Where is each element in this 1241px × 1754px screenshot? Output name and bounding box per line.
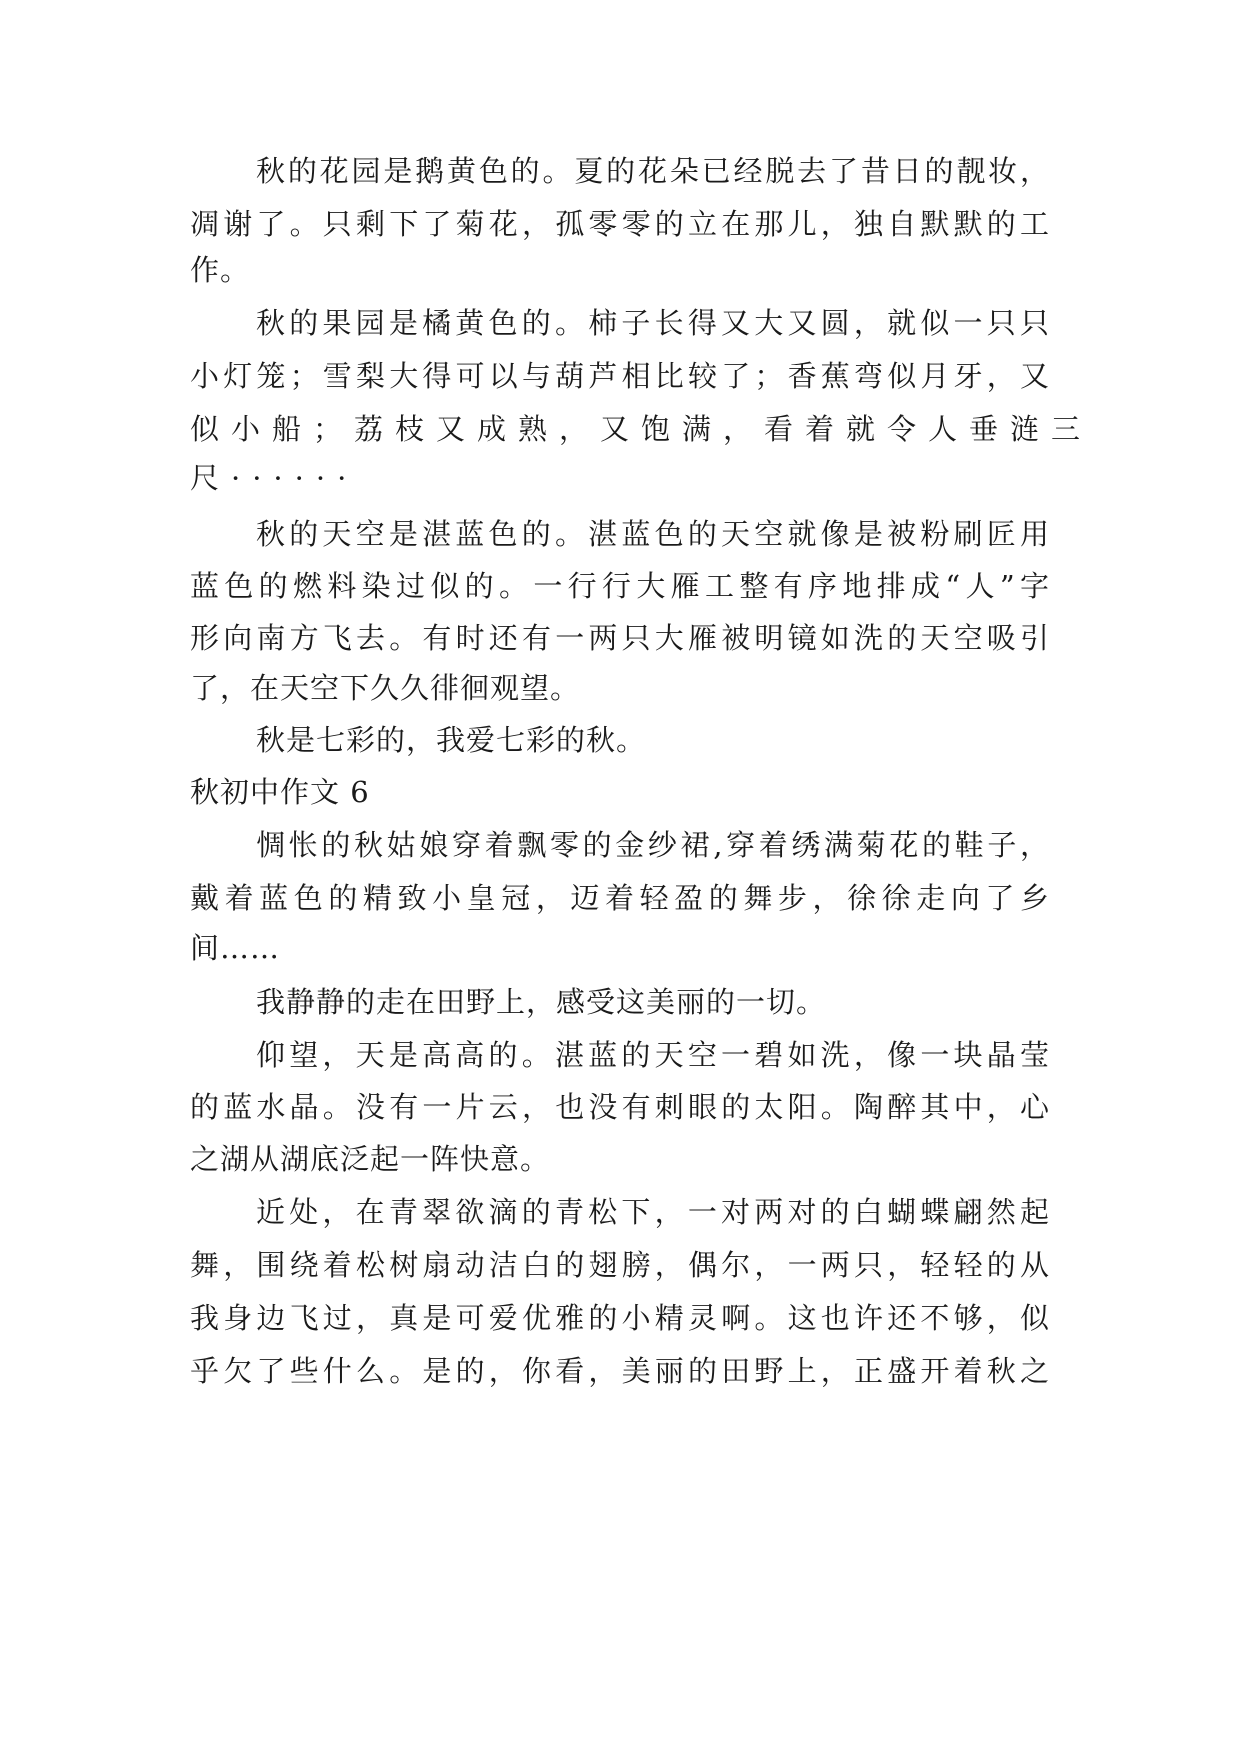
text-line: 之湖从湖底泛起一阵快意。 [190,1142,551,1176]
text-line: 秋的花园是鹅黄色的。夏的花朵已经脱去了昔日的靓妆， [256,154,1050,188]
text-line: 似小船；荔枝又成熟，又饱满，看着就令人垂涟三 [190,412,1093,446]
text-line: 了，在天空下久久徘徊观望。 [190,671,581,705]
text-line: 的蓝水晶。没有一片云，也没有刺眼的太阳。陶醉其中，心 [190,1090,1050,1124]
text-line: 秋的天空是湛蓝色的。湛蓝色的天空就像是被粉刷匠用 [256,517,1050,551]
text-line: 仰望，天是高高的。湛蓝的天空一碧如洗，像一块晶莹 [256,1038,1050,1072]
text-line: 间…… [190,931,281,965]
text-line: 乎欠了些什么。是的，你看，美丽的田野上，正盛开着秋之 [190,1354,1050,1388]
text-line: 我身边飞过，真是可爱优雅的小精灵啊。这也许还不够，似 [190,1301,1050,1335]
section-title: 秋初中作文 6 [190,775,370,809]
text-line: 惆怅的秋姑娘穿着飘零的金纱裙,穿着绣满菊花的鞋子， [256,828,1050,862]
text-line: 蓝色的燃料染过似的。一行行大雁工整有序地排成“人”字 [190,569,1050,603]
text-line: 形向南方飞去。有时还有一两只大雁被明镜如洗的天空吸引 [190,621,1050,655]
text-line: 舞，围绕着松树扇动洁白的翅膀，偶尔，一两只，轻轻的从 [190,1248,1050,1282]
text-line: 秋的果园是橘黄色的。柿子长得又大又圆，就似一只只 [256,306,1050,340]
text-line: 我静静的走在田野上，感受这美丽的一切。 [256,985,827,1019]
text-line: 作。 [190,253,251,287]
text-line: 小灯笼；雪梨大得可以与葫芦相比较了；香蕉弯似月牙，又 [190,359,1050,393]
text-line: 戴着蓝色的精致小皇冠，迈着轻盈的舞步，徐徐走向了乡 [190,881,1050,915]
text-line: 近处，在青翠欲滴的青松下，一对两对的白蝴蝶翩然起 [256,1195,1050,1229]
text-line: 尺······ [190,461,359,495]
text-line: 凋谢了。只剩下了菊花，孤零零的立在那儿，独自默默的工 [190,207,1050,241]
text-line: 秋是七彩的，我爱七彩的秋。 [256,723,647,757]
